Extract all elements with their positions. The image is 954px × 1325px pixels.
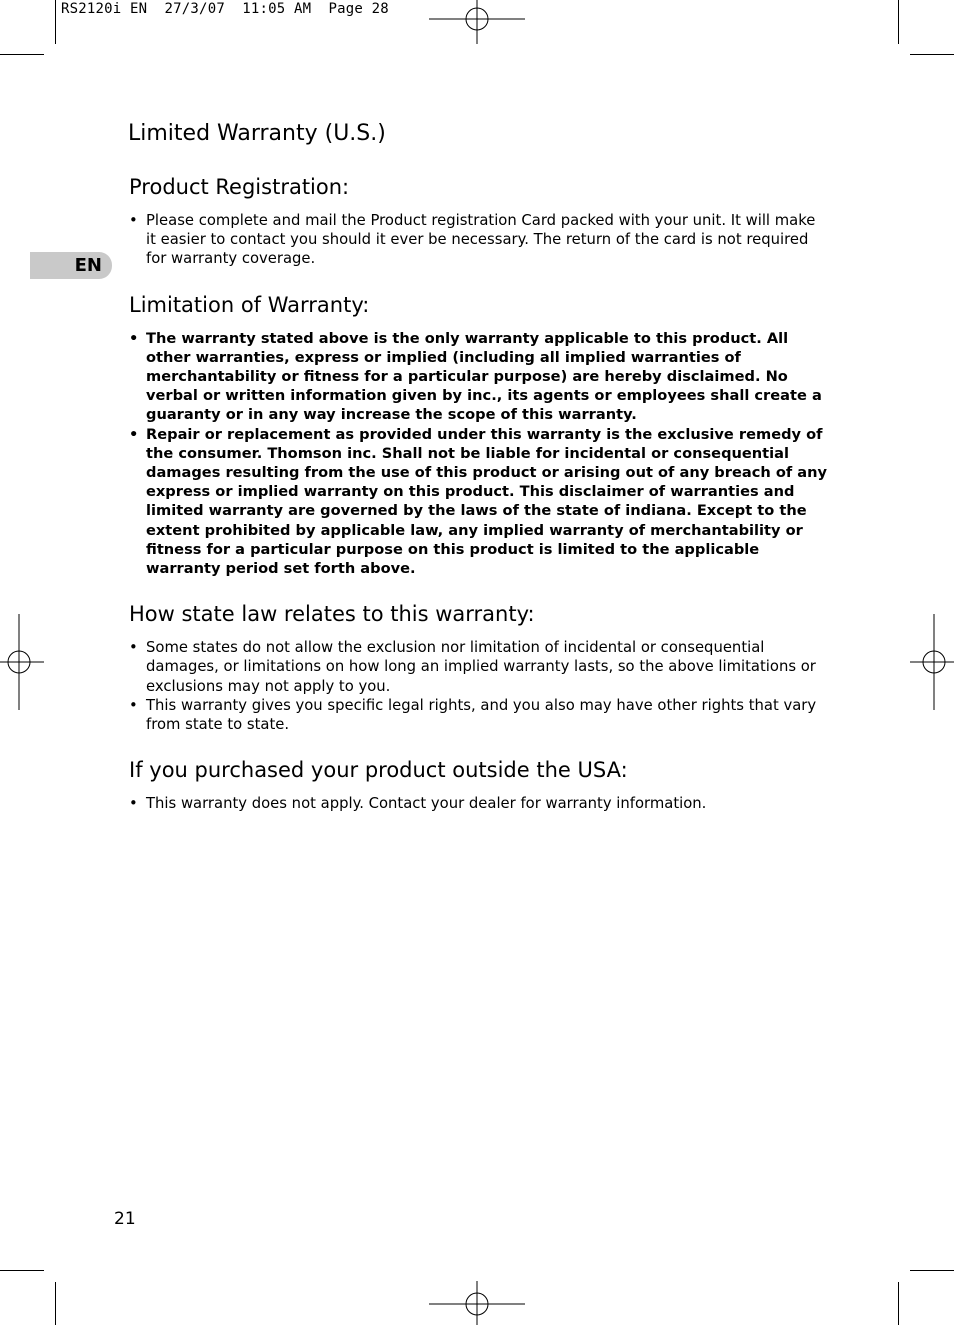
section-state-law xyxy=(129,600,829,734)
list-item xyxy=(129,329,829,425)
page-number: 21 xyxy=(114,1209,136,1229)
bullet-icon: • xyxy=(129,795,138,813)
bullet-icon: • xyxy=(129,212,138,229)
crop-mark xyxy=(55,0,56,44)
registration-mark-icon xyxy=(0,614,44,710)
list-item-text: This warranty gives you specific legal rights, and you also may have other rights that vary from state to state. xyxy=(146,696,817,734)
list-item-text: Some states do not allow the exclusion nor limitation of incidental or consequential damages, or limitations on how long an implied warranty lasts, so the above limitations or exclusions may not apply to you. xyxy=(146,639,816,695)
bullet-list xyxy=(129,794,829,813)
language-tab-label: EN xyxy=(74,255,102,276)
registration-mark-icon xyxy=(429,0,525,44)
crop-mark xyxy=(898,1282,899,1325)
warranty-content xyxy=(129,173,829,835)
crop-mark xyxy=(0,54,44,55)
list-item xyxy=(129,638,829,696)
list-item-text: The warranty stated above is the only warranty applicable to this product. All other warranties, express or implied (including all implied warranties of merchantability or fitness for a particular purpose) are hereby disclaimed. No verbal or written information given by inc., its agents or employees shall create a guaranty or in any way increase the scope of this warranty. xyxy=(146,329,822,424)
crop-mark xyxy=(0,1270,44,1271)
bullet-icon: • xyxy=(129,329,139,347)
page-title: Limited Warranty (U.S.) xyxy=(128,121,386,146)
crop-mark xyxy=(910,1270,954,1271)
list-item xyxy=(129,211,829,269)
section-product-registration xyxy=(129,173,829,269)
list-item-text: Repair or replacement as provided under this warranty is the exclusive remedy of the consumer. Thomson inc. Shall not be liable for incidental or consequential damages resulting from the use of this product or arising out of any breach of any express or implied warranty on this product. This disclaimer of warranties and limited warranty are governed by the laws of the state of indiana. Except to the extent prohibited by applicable law, any implied warranty of merchantability or fitness for a particular purpose on this product is limited to the applicable warranty period set forth above. xyxy=(146,425,828,578)
list-item-text: This warranty does not apply. Contact your dealer for warranty information. xyxy=(146,795,707,813)
list-item xyxy=(129,425,829,579)
section-outside-usa xyxy=(129,756,829,813)
list-item xyxy=(129,794,829,813)
crop-mark xyxy=(910,54,954,55)
section-heading: If you purchased your product outside the USA: xyxy=(129,758,628,783)
registration-mark-icon xyxy=(429,1281,525,1325)
bullet-icon: • xyxy=(129,639,138,657)
language-tab xyxy=(30,252,112,279)
list-item-text: Please complete and mail the Product registration Card packed with your unit. It will make it easier to contact you should it ever be necessary. The return of the card is not required for warranty coverage. xyxy=(146,212,816,268)
print-slug: RS2120i EN 27/3/07 11:05 AM Page 28 xyxy=(61,1,389,17)
bullet-list xyxy=(129,329,829,579)
bullet-list xyxy=(129,638,829,734)
crop-mark xyxy=(898,0,899,44)
bullet-list xyxy=(129,211,829,269)
section-heading: Limitation of Warranty: xyxy=(129,292,370,317)
section-heading: How state law relates to this warranty: xyxy=(129,602,535,627)
list-item xyxy=(129,696,829,734)
registration-mark-icon xyxy=(910,614,954,710)
bullet-icon: • xyxy=(129,696,138,714)
crop-mark xyxy=(55,1282,56,1325)
section-heading: Product Registration: xyxy=(129,175,350,199)
bullet-icon: • xyxy=(129,425,139,443)
section-limitation-of-warranty xyxy=(129,291,829,579)
